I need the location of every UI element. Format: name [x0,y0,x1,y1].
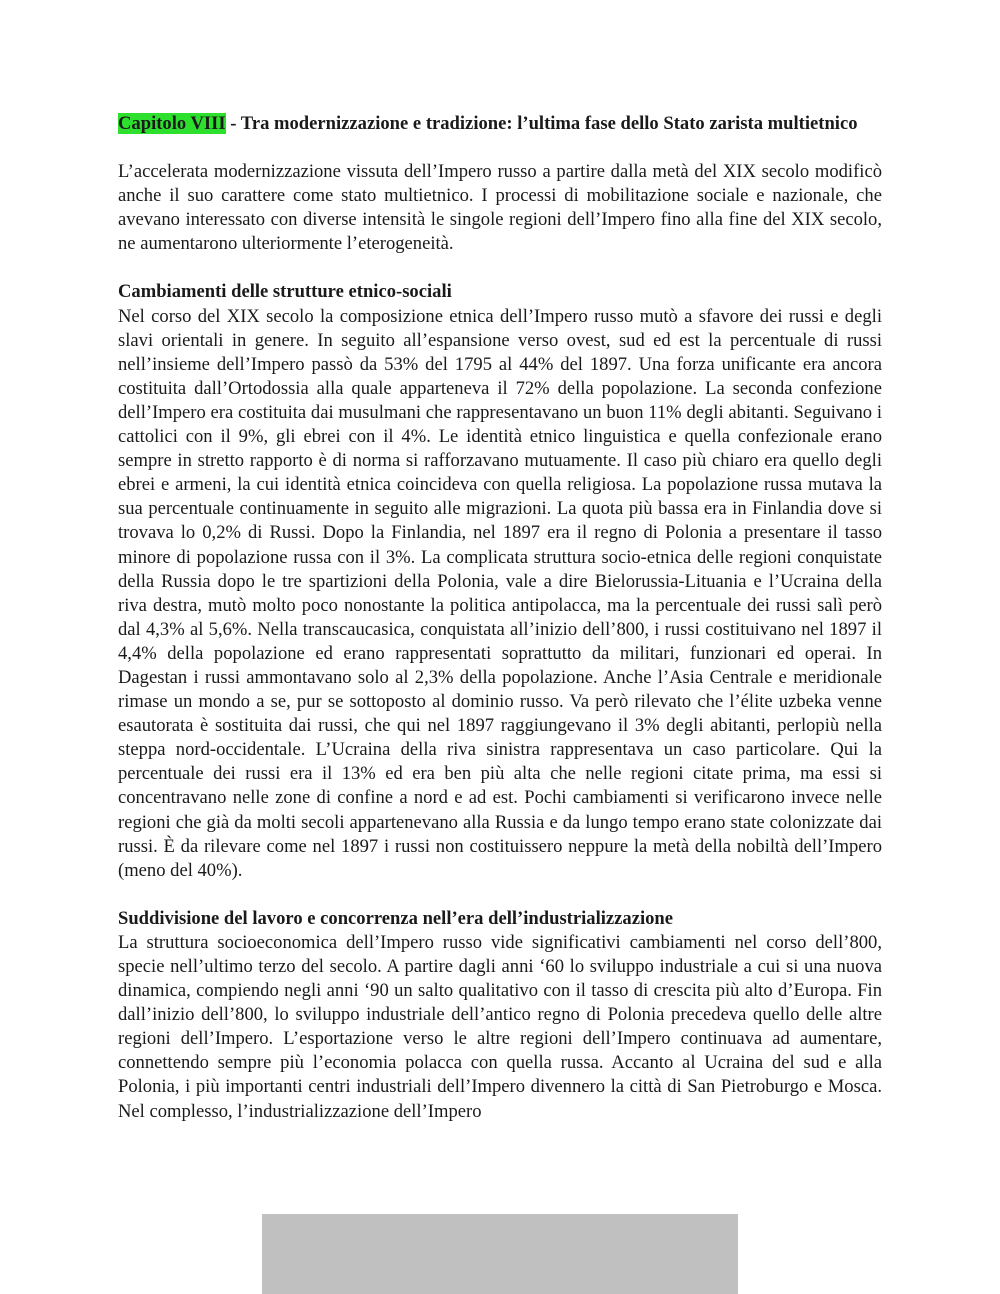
section-body-ethnic-social: Nel corso del XIX secolo la composizione etnica dell’Impero russo mutò a sfavore dei russi e degli slavi orientali in genere. In seguito all’espansione verso ovest, sud ed est la percentuale di russi nell’insieme dell’Impero passò da 53% del 1795 al 44% del 1897. Una forza unificante era ancora costituita dall’Ortodossia alla quale apparteneva il 72% della popolazione. La seconda confezione dell’Impero era costituita dai musulmani che rappresentavano un buon 11% degli abitanti. Seguivano i cattolici con il 9%, gli ebrei con il 4%. Le identità etnico linguistica e quella confezionale erano sempre in stretto rapporto è di norma si rafforzavano mutuamente. Il caso più chiaro era quello degli ebrei e armeni, la cui identità etnica coincideva con quella religiosa. La popolazione russa mutava la sua percentuale continuamente in seguito alle migrazioni. La quota più bassa era in Finlandia dove si trovava lo 0,2% di Russi. Dopo la Finlandia, nel 1897 era il regno di Polonia a presentare il tasso minore di popolazione russa con il 3%. La complicata struttura socio-etnica delle regioni conquistate della Russia dopo le tre spartizioni della Polonia, vale a dire Bielorussia-Lituania e l’Ucraina della riva destra, mutò molto poco nonostante la politica antipolacca, ma la percentuale dei russi salì però dal 4,3% al 5,6%. Nella transcaucasica, conquistata all’inizio dell’800, i russi costituivano nel 1897 il 4,4% della popolazione ed erano rappresentati soprattutto da militari, funzionari ed operai. In Dagestan i russi ammontavano solo al 2,3% della popolazione. Anche l’Asia Centrale e meridionale rimase un mondo a se, pur se sottoposto al dominio russo. Va però rilevato che l’élite uzbeka venne esautorata è sostituita dai russi, che qui nel 1897 raggiungevano il 3% degli abitanti, perlopiù nella steppa nord-occidentale. L’Ucraina della riva sinistra rappresentava un caso particolare. Qui la percentuale dei russi era il 13% ed era ben più alta che nelle regioni citate prima, ma essi si concentravano nelle zone di confine a nord e ad est. Pochi cambiamenti si verificarono invece nelle regioni che già da molti secoli appartenevano alla Russia e da lungo tempo erano state colonizzate dai russi. È da rilevare come nel 1897 i russi non costituissero neppure la metà della nobiltà dell’Impero (meno del 40%). [118,305,882,881]
chapter-title [118,112,882,136]
chapter-label-highlight: Capitolo VIII [118,113,226,134]
document-page [118,112,882,1124]
intro-paragraph: L’accelerata modernizzazione vissuta dell’Impero russo a partire dalla metà del XIX secolo modificò anche il suo carattere come stato multietnico. I processi di mobilitazione sociale e nazionale, che avevano interessato con diverse intensità le singole regioni dell’Impero fino alla fine del XIX secolo, ne aumentarono ulteriormente l’eterogeneità. [118,161,882,255]
section-heading-labour-division: Suddivisione del lavoro e concorrenza nell’era dell’industrializzazione [118,907,674,929]
section-heading-ethnic-social: Cambiamenti delle strutture etnico-sociali [118,281,452,303]
footer-gray-block [262,1214,738,1294]
chapter-title-text: - Tra modernizzazione e tradizione: l’ultima fase dello Stato zarista multietnico [225,113,858,134]
section-body-labour-division: La struttura socioeconomica dell’Impero russo vide significativi cambiamenti nel corso dell’800, specie nell’ultimo terzo del secolo. A partire dagli anni ‘60 lo sviluppo industriale a cui si una nuova dinamica, compiendo negli anni ‘90 un salto qualitativo con il tasso di crescita più alto d’Europa. Fin dall’inizio dell’800, lo sviluppo industriale dell’antico regno di Polonia precedeva quello delle altre regioni dell’Impero. L’esportazione verso le altre regioni dell’Impero continuava ad aumentare, connettendo sempre più l’economia polacca con quella russa. Accanto al Ucraina del sud e alla Polonia, i più importanti centri industriali dell’Impero divennero la città di San Pietroburgo e Mosca. Nel complesso, l’industrializzazione dell’Impero [118,931,882,1122]
